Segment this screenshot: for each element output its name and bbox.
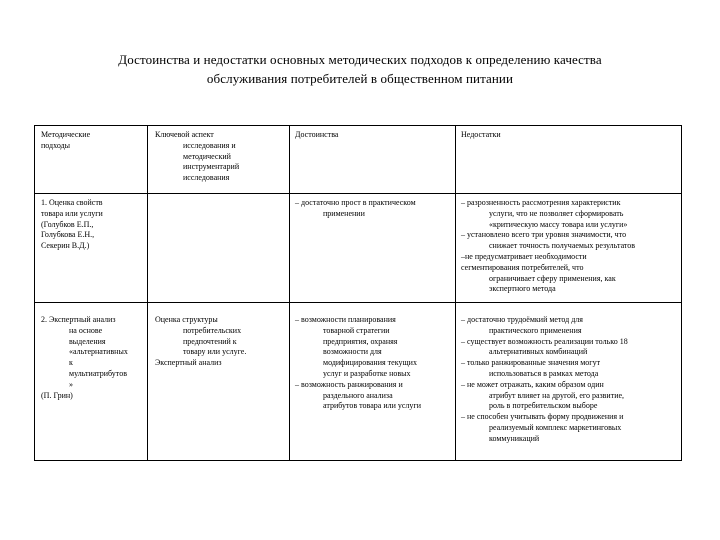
text-line: – только ранжированные значения могут [461,358,601,368]
text-line: товарной стратегии [323,325,390,335]
text-line: методический [183,151,231,161]
text-line: Ключевой аспект [155,130,214,139]
text-line: (П. Грин) [41,390,73,400]
text-line: подходы [41,140,71,150]
header-disadvantages: Недостатки [461,130,501,139]
text-line: выделения [69,336,106,346]
header-methodical-approaches [41,130,90,152]
text-line: услуги, что не позволяет сформировать [489,208,624,218]
text-line: коммуникаций [489,433,540,443]
text-line: – не способен учитывать форму продвижения и [461,412,624,422]
text-line: – возможности планирования [295,315,396,324]
text-line: исследования [183,173,230,183]
title-line-2: обслуживания потребителей в общественном питании [206,71,514,86]
row2-aspect [155,315,246,369]
text-line: использоваться в рамках метода [489,368,599,378]
text-line: раздельного анализа [323,390,393,400]
text-line: применении [323,208,365,218]
text-line: 1. Оценка свойств [41,198,103,207]
text-line: исследования и [183,140,236,150]
text-line: модифицирования текущих [323,358,417,368]
text-line: –не предусматривает необходимости [461,251,587,261]
text-line: мультиатрибутов [69,368,127,378]
text-line: – достаточно трудоёмкий метод для [461,315,583,324]
text-line: – возможность ранжирования и [295,379,403,389]
text-line: товару или услуге. [183,347,247,357]
row-divider-1 [35,302,681,303]
text-line: реализуемый комплекс маркетинговых [489,422,622,432]
row2-advantages [295,315,421,412]
col-divider-1 [147,126,148,460]
text-line: – достаточно прост в практическом [295,198,416,207]
text-line: предприятия, охраняя [323,336,398,346]
text-line: атрибутов товара или услуги [323,401,421,411]
text-line: Оценка структуры [155,315,218,324]
text-line: Голубкова Е.Н., [41,230,95,240]
row1-disadvantages [461,198,635,295]
row1-advantages [295,198,416,220]
title-line-1: Достоинства и недостатки основных методических подходов к определению качества [118,52,602,67]
row-divider-header [35,193,681,194]
text-line: возможности для [323,347,382,357]
text-line: Экспертный анализ [155,358,222,368]
text-line: потребительских [183,325,242,335]
header-advantages: Достоинства [295,130,339,139]
text-line: (Голубков Е.П., [41,219,94,229]
text-line: предпочтений к [183,336,237,346]
text-line: экспертного метода [489,284,556,294]
text-line: – разрозненность рассмотрения характеристик [461,198,621,207]
row2-approach [41,315,128,401]
text-line: Методические [41,130,91,139]
comparison-table [34,125,682,461]
text-line: инструментарий [183,162,240,172]
header-key-aspect [155,130,239,184]
col-divider-2 [289,126,290,460]
text-line: » [69,379,73,389]
text-line: товара или услуги [41,208,103,218]
text-line: услуг и разработке новых [323,368,411,378]
text-line: «критическую массу товара или услуги» [489,219,628,229]
text-line: сегментирования потребителей, что [461,262,584,272]
text-line: снижает точность получаемых результатов [489,241,636,251]
text-line: 2. Экспертный анализ [41,315,116,324]
document-title [40,50,680,88]
row2-disadvantages [461,315,628,445]
text-line: практического применения [489,325,582,335]
text-line: на основе [69,325,103,335]
text-line: к [69,358,73,368]
text-line: «альтернативных [69,347,128,357]
text-line: Секерин В.Д.) [41,241,90,251]
col-divider-3 [455,126,456,460]
text-line: ограничивает сферу применения, как [489,273,616,283]
text-line: альтернативных комбинаций [489,347,588,357]
text-line: – не может отражать, каким образом один [461,379,604,389]
text-line: – существует возможность реализации только 18 [461,336,628,346]
row1-approach [41,198,103,252]
text-line: атрибут влияет на другой, его развитие, [489,390,625,400]
text-line: роль в потребительском выборе [489,401,598,411]
text-line: – установлено всего три уровня значимости, что [461,230,627,240]
